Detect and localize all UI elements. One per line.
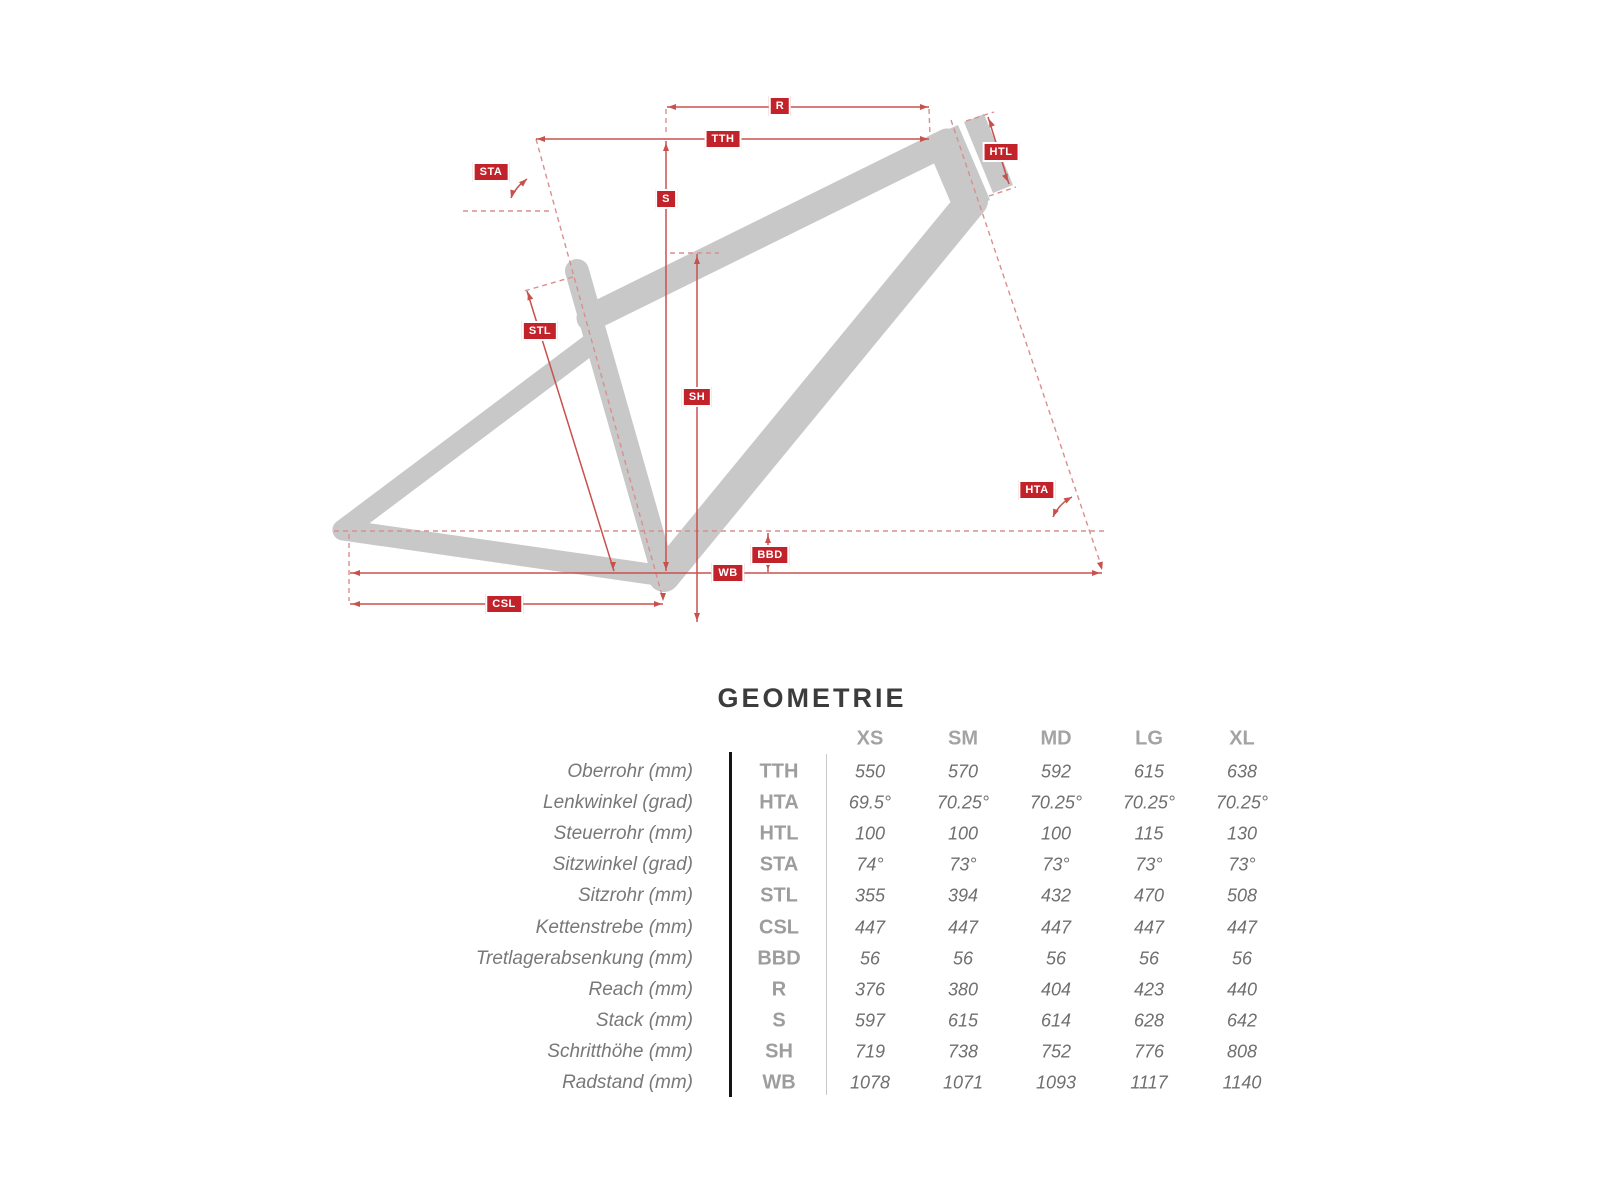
row-label: Reach (mm) (588, 979, 693, 1000)
geo-value: 508 (1226, 885, 1258, 906)
geo-value: 56 (1045, 948, 1067, 969)
seat-tube-length-tag: STL (522, 321, 558, 341)
geo-value: 615 (947, 1010, 979, 1031)
head-tube-angle-tag: HTA (1018, 480, 1055, 500)
geo-value: 642 (1226, 1010, 1258, 1031)
bb-drop-tag: BBD (750, 545, 789, 565)
geo-value: 380 (947, 979, 979, 1000)
size-code: CSL (759, 916, 799, 939)
geo-value: 447 (854, 917, 886, 938)
geo-value: 447 (1040, 917, 1072, 938)
geo-value: 73° (1228, 854, 1256, 875)
geo-value: 73° (1042, 854, 1070, 875)
geo-value: 432 (1040, 885, 1072, 906)
geo-value: 56 (1138, 948, 1160, 969)
geo-value: 74° (856, 854, 884, 875)
size-header: SM (948, 727, 978, 750)
geo-value: 615 (1133, 761, 1165, 782)
chainstay-tube (343, 530, 664, 576)
geo-value: 597 (854, 1010, 886, 1031)
size-code: STA (759, 853, 799, 876)
geo-value: 447 (1133, 917, 1165, 938)
geo-value: 628 (1133, 1010, 1165, 1031)
size-code: HTA (759, 791, 799, 814)
size-code: SH (765, 1040, 793, 1063)
size-code: R (771, 978, 787, 1001)
geo-value: 100 (854, 823, 886, 844)
size-header: MD (1040, 727, 1072, 750)
geometry-table-title: GEOMETRIE (717, 683, 907, 713)
geo-value: 614 (1040, 1010, 1072, 1031)
table-divider-black (729, 752, 732, 1097)
size-header: XS (856, 727, 884, 750)
wheelbase-tag: WB (711, 563, 744, 583)
geo-value: 440 (1226, 979, 1258, 1000)
size-header: LG (1135, 727, 1163, 750)
geo-value: 550 (854, 761, 886, 782)
size-code: HTL (759, 822, 799, 845)
geo-value: 115 (1134, 823, 1164, 844)
row-label: Kettenstrebe (mm) (535, 917, 693, 938)
geo-value: 355 (854, 885, 886, 906)
geo-value: 70.25° (936, 792, 990, 813)
row-label: Schritthöhe (mm) (547, 1041, 693, 1062)
geo-value: 738 (947, 1041, 979, 1062)
reach-drop-right (929, 109, 930, 136)
row-label: Radstand (mm) (562, 1072, 693, 1093)
stack-tag: S (655, 189, 677, 209)
geo-value: 56 (1231, 948, 1253, 969)
row-label: Tretlagerabsenkung (mm) (475, 948, 693, 969)
geo-value: 776 (1133, 1041, 1165, 1062)
row-label: Stack (mm) (595, 1010, 693, 1031)
geo-value: 73° (1135, 854, 1163, 875)
standover-tag: SH (682, 387, 712, 407)
geo-value: 592 (1040, 761, 1072, 782)
geo-value: 100 (947, 823, 979, 844)
rear-dropout (333, 520, 353, 540)
geo-value: 1093 (1035, 1072, 1077, 1093)
size-code: TTH (759, 760, 799, 783)
geo-value: 423 (1133, 979, 1165, 1000)
row-label: Lenkwinkel (grad) (543, 792, 693, 813)
head-tube-length-tag: HTL (983, 142, 1020, 162)
geo-value: 73° (949, 854, 977, 875)
size-code: WB (762, 1071, 796, 1094)
geo-value: 376 (854, 979, 886, 1000)
table-divider-gray (826, 754, 827, 1095)
row-label: Oberrohr (mm) (567, 761, 693, 782)
seat-tube-angle-tag: STA (473, 162, 510, 182)
geo-value: 130 (1226, 823, 1258, 844)
geo-value: 1117 (1130, 1072, 1168, 1093)
chainstay-tag: CSL (485, 594, 523, 614)
geo-value: 1071 (942, 1072, 984, 1093)
geo-value: 447 (947, 917, 979, 938)
geo-value: 447 (1226, 917, 1258, 938)
reach-tag: R (769, 96, 791, 116)
geo-value: 404 (1040, 979, 1072, 1000)
size-code: STL (760, 884, 798, 907)
geo-value: 100 (1040, 823, 1072, 844)
geo-value: 752 (1040, 1041, 1072, 1062)
geo-value: 1140 (1222, 1072, 1262, 1093)
geo-value: 69.5° (848, 792, 892, 813)
geo-value: 70.25° (1122, 792, 1176, 813)
stl-top-tick (524, 277, 573, 291)
geo-value: 394 (947, 885, 979, 906)
geo-value: 470 (1133, 885, 1165, 906)
geo-value: 56 (859, 948, 881, 969)
geo-value: 719 (854, 1041, 886, 1062)
size-code: BBD (757, 947, 801, 970)
top-tube-tag: TTH (705, 129, 742, 149)
geo-value: 70.25° (1029, 792, 1083, 813)
row-label: Sitzwinkel (grad) (552, 854, 693, 875)
row-label: Steuerrohr (mm) (553, 823, 693, 844)
geo-value: 70.25° (1215, 792, 1269, 813)
row-label: Sitzrohr (mm) (577, 885, 693, 906)
geo-value: 808 (1226, 1041, 1258, 1062)
size-code: S (772, 1009, 786, 1032)
geo-value: 570 (947, 761, 979, 782)
geo-value: 56 (952, 948, 974, 969)
geo-value: 1078 (849, 1072, 891, 1093)
geo-value: 638 (1226, 761, 1258, 782)
seatstay-tube (343, 340, 596, 530)
size-header: XL (1229, 727, 1255, 750)
